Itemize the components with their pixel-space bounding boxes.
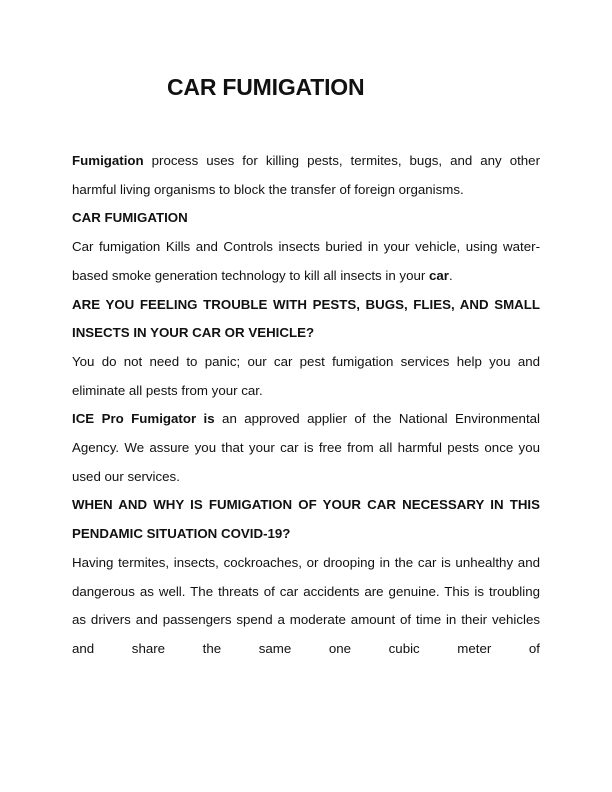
no-panic-paragraph: You do not need to panic; our car pest fumigation services help you and eliminate all pests from your car. xyxy=(72,353,540,398)
car-fumigation-paragraph xyxy=(72,233,540,290)
ice-pro-bold-lead: ICE Pro Fumigator is xyxy=(72,411,215,427)
having-termites-paragraph: Having termites, insects, cockroaches, or drooping in the car is unhealthy and dangerous as well. The threats of car accidents are genuine. This is troubling as drivers and passengers spend a moderate amount of time in their vehicles and share the same one cubic meter of xyxy=(72,554,540,656)
car-fumigation-text: Car fumigation Kills and Controls insects buried in your vehicle, using water-based smoke generation technology to kill all insects in your xyxy=(72,239,540,283)
section-heading-trouble-with-pests: ARE YOU FEELING TROUBLE WITH PESTS, BUGS, FLIES, AND SMALL INSECTS IN YOUR CAR OR VEHICLE? xyxy=(72,296,540,341)
car-fumigation-end: . xyxy=(448,267,453,283)
ice-pro-text: an approved applier of the National Environmental Agency. We assure you that your car is free from all harmful pests once you used our services. xyxy=(72,411,541,484)
intro-text: process uses for killing pests, termites, bugs, and any other harmful living organisms to block the transfer of foreign organisms. xyxy=(72,153,540,197)
car-bold-term: car xyxy=(429,267,449,283)
document-title: CAR FUMIGATION xyxy=(167,74,365,100)
ice-pro-paragraph xyxy=(72,405,540,491)
document-body xyxy=(72,147,540,664)
section-heading-when-and-why: WHEN AND WHY IS FUMIGATION OF YOUR CAR NECESSARY IN THIS PENDAMIC SITUATION COVID-19? xyxy=(72,497,540,542)
section-heading-car-fumigation: CAR FUMIGATION xyxy=(72,210,188,226)
intro-paragraph xyxy=(72,147,540,204)
fumigation-bold-term: Fumigation xyxy=(72,153,144,168)
